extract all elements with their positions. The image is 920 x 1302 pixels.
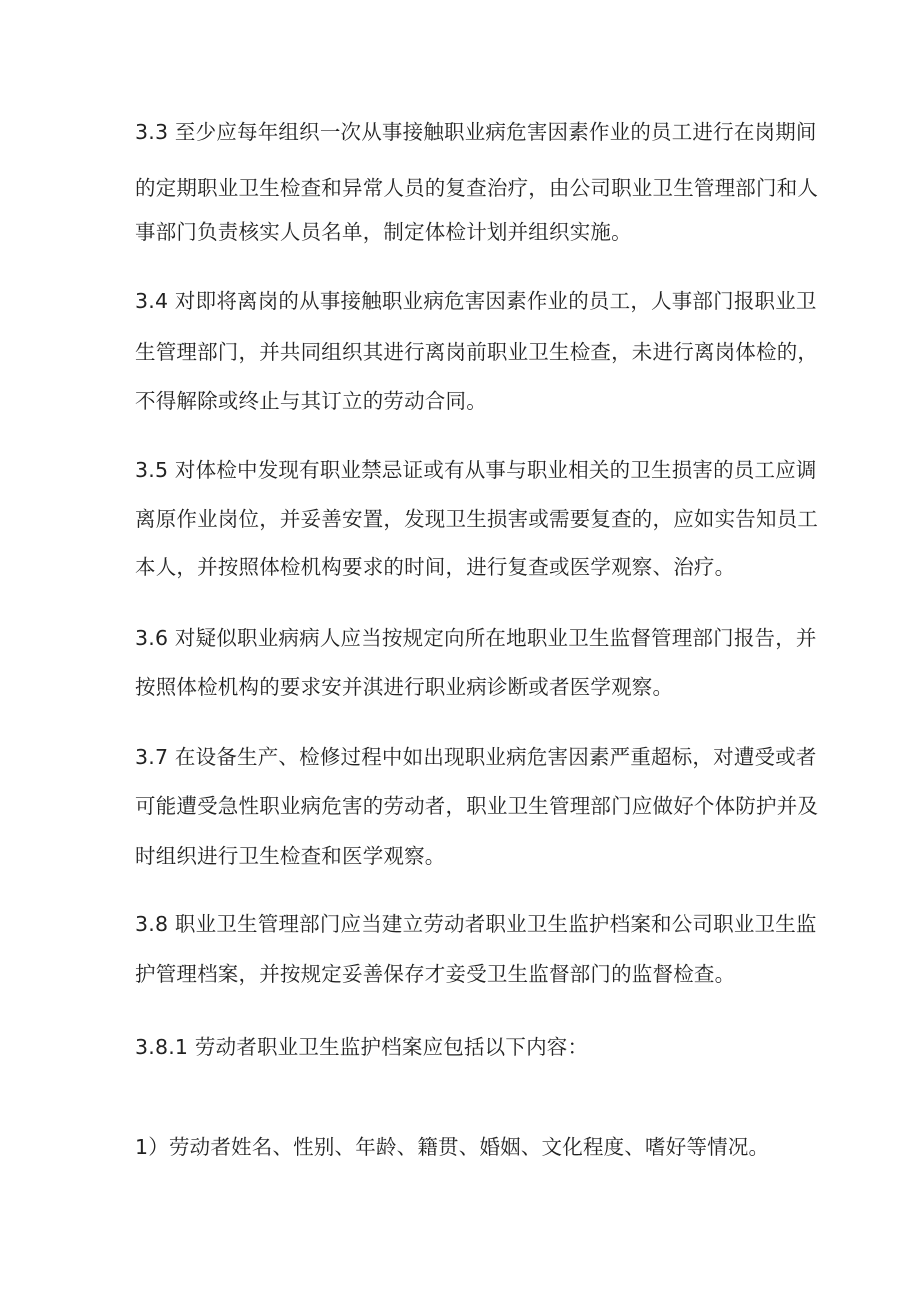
paragraph-line: 生管理部门，并共同组织其进行离岗前职业卫生检查，未进行离岗体检的， (135, 340, 819, 364)
paragraph-line: 3.7 在设备生产、检修过程中如出现职业病危害因素严重超标，对遭受或者 (135, 745, 817, 769)
paragraph-line: 3.8.1 劳动者职业卫生监护档案应包括以下内容： (135, 1035, 589, 1059)
paragraph-line: 3.8 职业卫生管理部门应当建立劳动者职业卫生监护档案和公司职业卫生监 (135, 912, 817, 936)
paragraph-line: 的定期职业卫生检查和异常人员的复查治疗，由公司职业卫生管理部门和人 (135, 176, 819, 200)
paragraph-line: 可能遭受急性职业病危害的劳动者，职业卫生管理部门应做好个体防护并及 (135, 794, 819, 818)
paragraph-line: 护管理档案，并按规定妥善保存才妾受卫生监督部门的监督检查。 (135, 962, 736, 986)
paragraph-line: 按照体检机构的要求安并淇进行职业病诊断或者医学观察。 (135, 675, 674, 699)
paragraph-line: 事部门负责核实人员名单，制定体检计划并组织实施。 (135, 220, 632, 244)
paragraph-line: 不得解除或终止与其订立的劳动合同。 (135, 389, 487, 413)
paragraph-line: 3.5 对体检中发现有职业禁忌证或有从事与职业相关的卫生损害的员工应调 (135, 458, 817, 482)
paragraph-line: 3.6 对疑似职业病病人应当按规定向所在地职业卫生监督管理部门报告，并 (135, 626, 817, 650)
paragraph-line: 3.4 对即将离岗的从事接触职业病危害因素作业的员工，人事部门报职业卫 (135, 289, 817, 313)
paragraph-line: 时组织进行卫生检查和医学观察。 (135, 844, 446, 868)
paragraph-line: 本人，并按照体检机构要求的时间，进行复查或医学观察、治疗。 (135, 555, 736, 579)
paragraph-line: 1）劳动者姓名、性别、年龄、籍贯、婚姻、文化程度、嗜好等情况。 (135, 1135, 770, 1159)
paragraph-line: 离原作业岗位，并妥善安置，发现卫生损害或需要复查的，应如实告知员工 (135, 507, 819, 531)
paragraph-line: 3.3 至少应每年组织一次从事接触职业病危害因素作业的员工进行在岗期间 (135, 120, 817, 144)
